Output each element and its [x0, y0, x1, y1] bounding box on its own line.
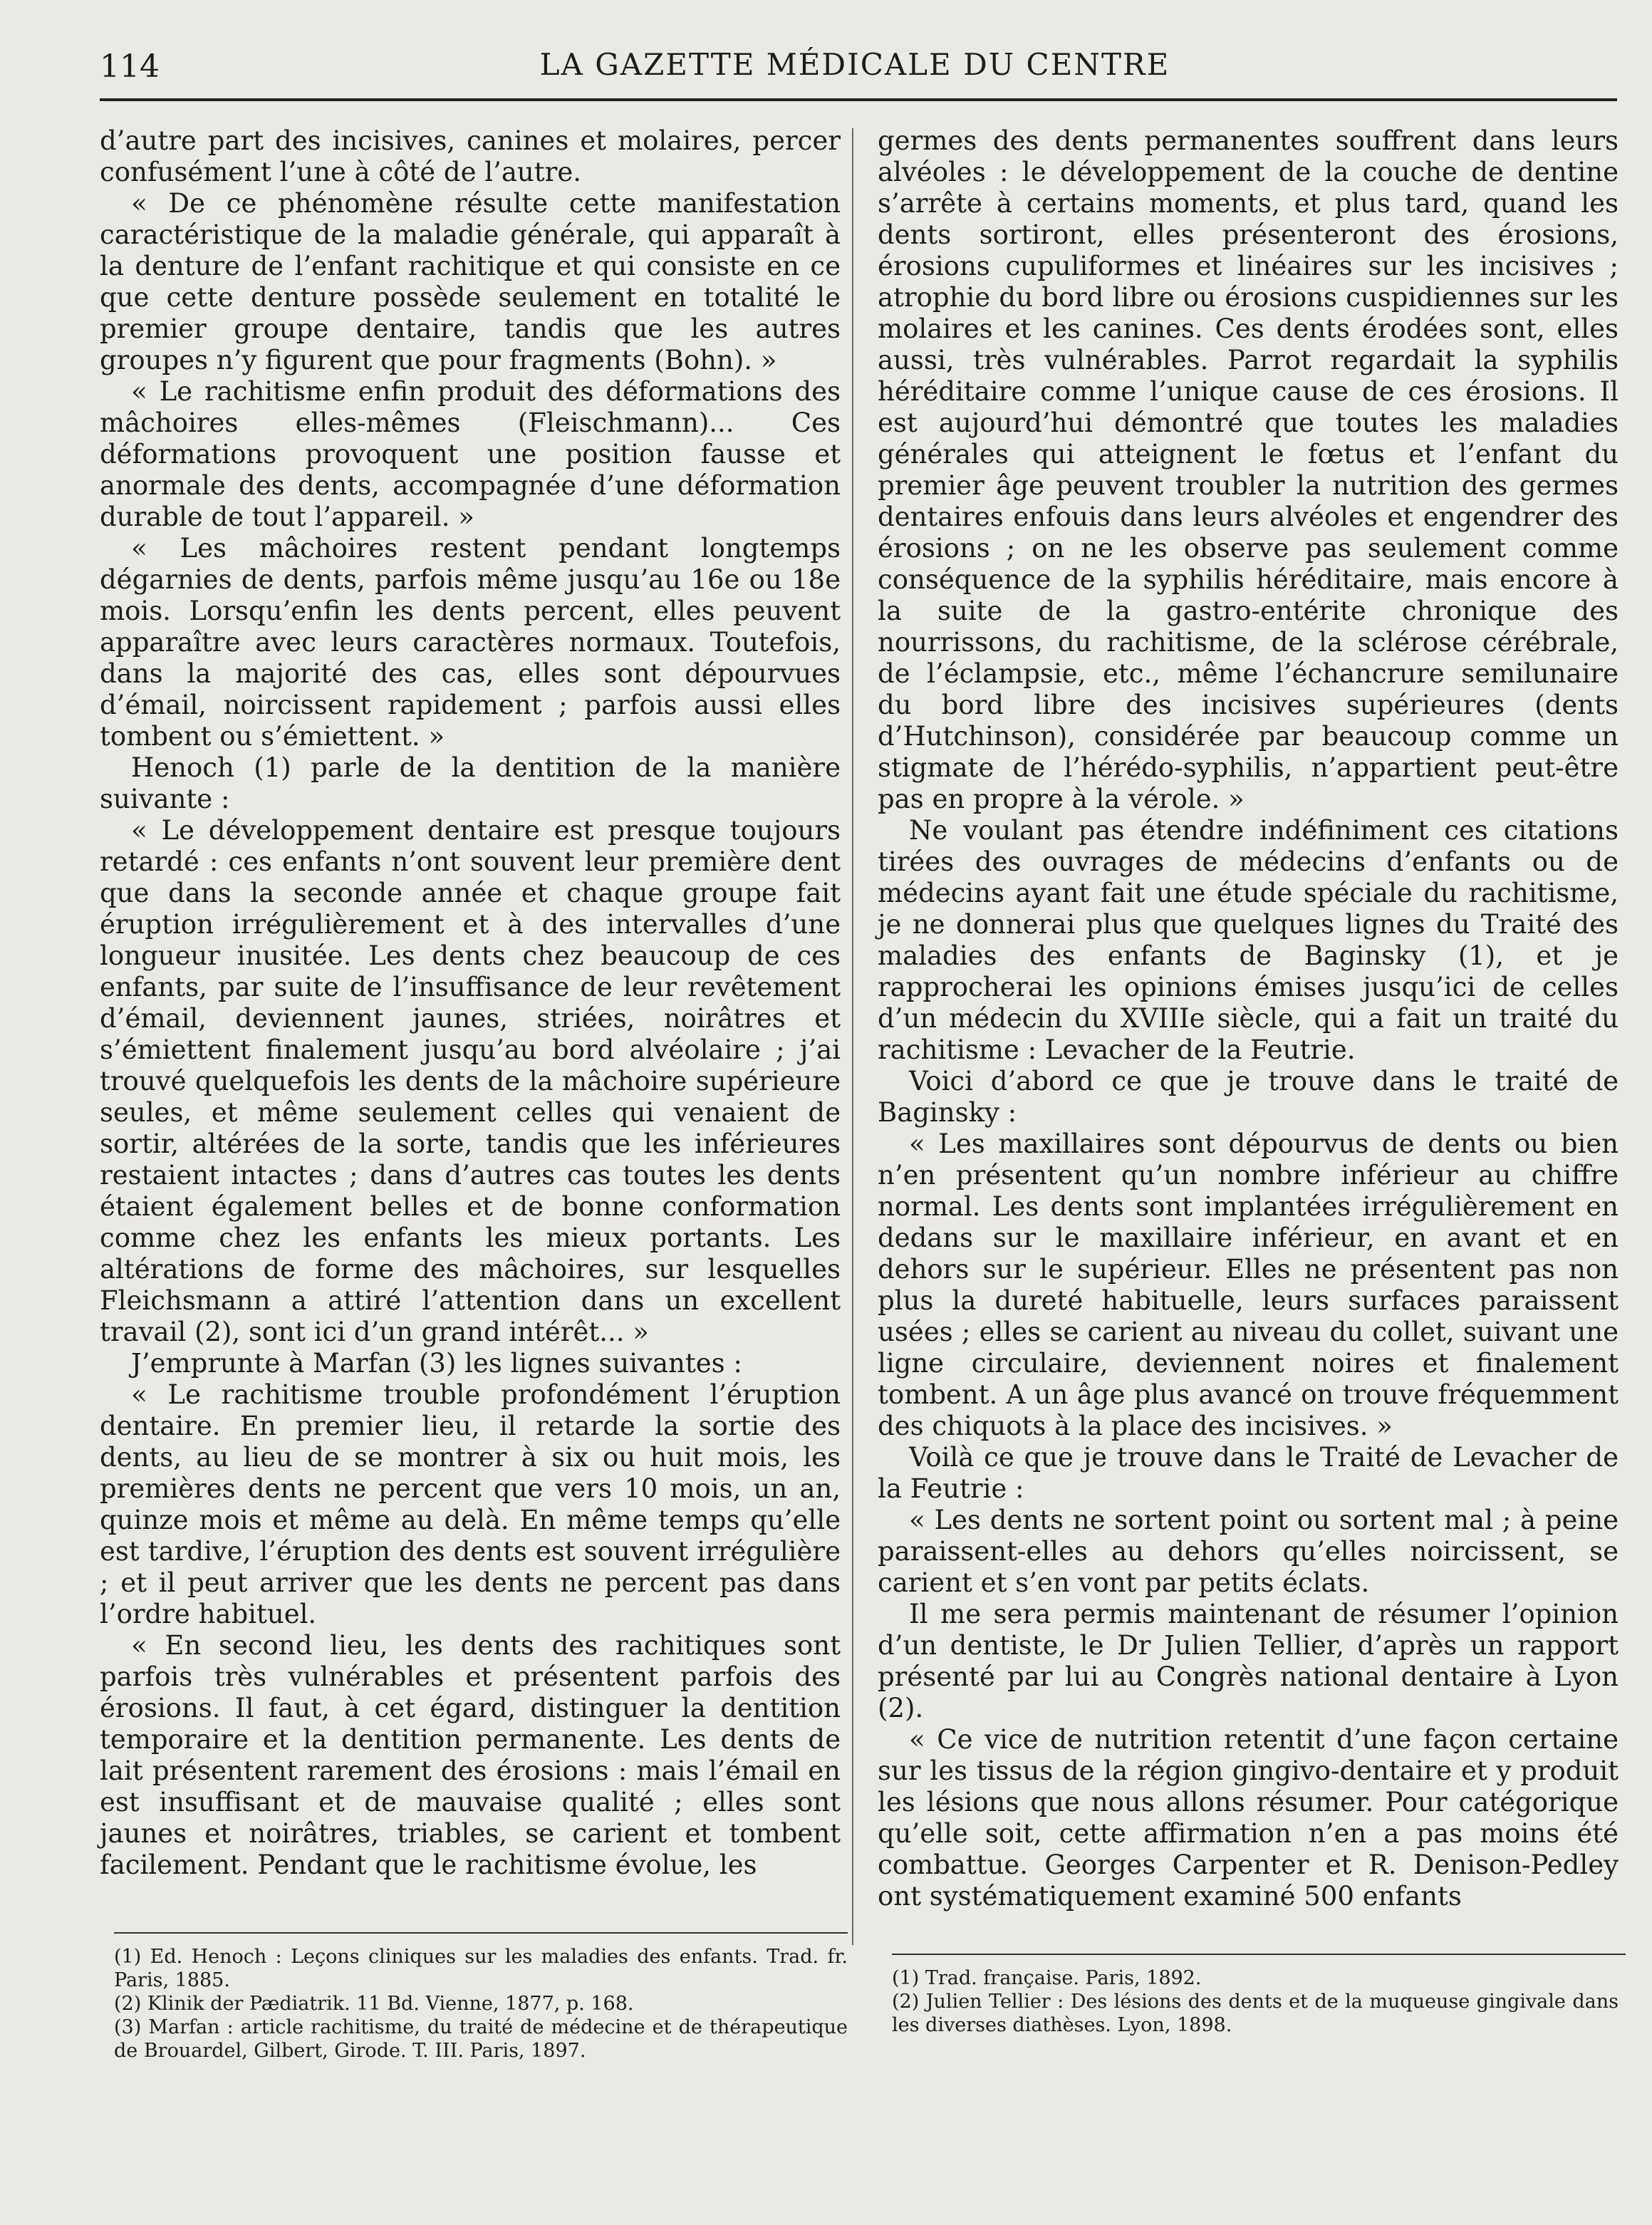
paragraph: Ne voulant pas étendre indéfiniment ces citations tirées des ouvrages de médecins d’enfants ou de médecins ayant fait une étude spéciale du rachitisme, je ne donnerai plus que quelques lignes du Traité des maladies des enfants de Baginsky (1), et je rapprocherai les opinions émises jusqu’ici de celles d’un médecin du XVIIIe siècle, qui a fait un traité du rachitisme : Levacher de la Feutrie. — [878, 815, 1619, 1065]
paragraph: « Les maxillaires sont dépourvus de dents ou bien n’en présentent qu’un nombre inférieur au chiffre normal. Les dents sont implantées irrégulièrement en dedans sur le maxillaire inférieur, en avant et en dehors sur le supérieur. Elles ne présentent pas non plus la dureté habituelle, leurs surfaces paraissent usées ; elles se carient au niveau du collet, suivant une ligne circulaire, deviennent noires et finalement tombent. A un âge plus avancé on trouve fréquemment des chiquots à la place des incisives. » — [878, 1129, 1619, 1441]
right-column — [878, 125, 1619, 1912]
paragraph: d’autre part des incisives, canines et molaires, percer confusément l’une à côté de l’autre. — [100, 125, 841, 187]
page-header — [93, 41, 1617, 91]
paragraph: « De ce phénomène résulte cette manifestation caractéristique de la maladie générale, qui apparaît à la denture de l’enfant rachitique et qui consiste en ce que cette denture possède seulement en totalité le premier groupe dentaire, tandis que les autres groupes n’y figurent que pour fragments (Bohn). » — [100, 188, 841, 375]
paragraph: « Les dents ne sortent point ou sortent mal ; à peine paraissent-elles au dehors qu’elles noircissent, se carient et s’en vont par petits éclats. — [878, 1505, 1619, 1598]
footnotes-right — [892, 1954, 1619, 2037]
paragraph: « Ce vice de nutrition retentit d’une façon certaine sur les tissus de la région gingivo-dentaire et y produit les lésions que nous allons résumer. Pour catégorique qu’elle soit, cette affirmation n’en a pas moins été combattue. Georges Carpenter et R. Denison-Pedley ont systématiquement examiné 500 enfants — [878, 1724, 1619, 1912]
header-rule — [100, 98, 1617, 101]
footnotes-left — [114, 1932, 848, 2063]
paragraph: « Le rachitisme enfin produit des déformations des mâchoires elles-mêmes (Fleischmann)... Ces déformations provoquent une position fausse et anormale des dents, accompagnée d’une déformation durable de tout l’appareil. » — [100, 376, 841, 532]
paragraph: Henoch (1) parle de la dentition de la manière suivante : — [100, 752, 841, 814]
footnote: (2) Klinik der Pædiatrik. 11 Bd. Vienne, 1877, p. 168. — [114, 1993, 634, 2015]
column-divider — [852, 128, 853, 1945]
paragraph: J’emprunte à Marfan (3) les lignes suivantes : — [131, 1348, 742, 1379]
paragraph: germes des dents permanentes souffrent dans leurs alvéoles : le développement de la couche de dentine s’arrête à certains moments, et plus tard, quand les dents sortiront, elles présenteront des érosions, érosions cupuliformes et linéaires sur les incisives ; atrophie du bord libre ou érosions cuspidiennes sur les molaires et les canines. Ces dents érodées sont, elles aussi, très vulnérables. Parrot regardait la syphilis héréditaire comme l’unique cause de ces érosions. Il est aujourd’hui démontré que toutes les maladies générales qui atteignent le fœtus et l’enfant du premier âge peuvent troubler la nutrition des germes dentaires enfouis dans leurs alvéoles et engendrer des érosions ; on ne les observe pas seulement comme conséquence de la syphilis héréditaire, mais encore à la suite de la gastro-entérite chronique des nourrissons, du rachitisme, de la sclérose cérébrale, de l’éclampsie, etc., même l’échancrure semilunaire du bord libre des incisives supérieures (dents d’Hutchinson), considérée par beaucoup comme un stigmate de l’hérédo-syphilis, n’appartient peut-être pas en propre à la vérole. » — [878, 125, 1619, 814]
paragraph: « Le développement dentaire est presque toujours retardé : ces enfants n’ont souvent leur première dent que dans la seconde année et chaque groupe fait éruption irrégulièrement et à des intervalles d’une longueur inusitée. Les dents chez beaucoup de ces enfants, par suite de l’insuffisance de leur revêtement d’émail, deviennent jaunes, striées, noirâtres et s’émiettent finalement jusqu’au bord alvéolaire ; j’ai trouvé quelquefois les dents de la mâchoire supérieure seules, et même seulement celles qui venaient de sortir, altérées de la sorte, tandis que les inférieures restaient intactes ; dans d’autres cas toutes les dents étaient également belles et de bonne conformation comme chez les enfants les mieux portants. Les altérations de forme des mâchoires, sur lesquelles Fleichsmann a attiré l’attention dans un excellent travail (2), sont ici d’un grand intérêt... » — [100, 815, 841, 1347]
paragraph: « Le rachitisme trouble profondément l’éruption dentaire. En premier lieu, il retarde la sortie des dents, au lieu de se montrer à six ou huit mois, les premières dents ne percent que vers 10 mois, un an, quinze mois et même au delà. En même temps qu’elle est tardive, l’éruption des dents est souvent irrégulière ; et il peut arriver que les dents ne percent pas dans l’ordre habituel. — [100, 1379, 841, 1629]
paragraph: Voici d’abord ce que je trouve dans le traité de Baginsky : — [878, 1066, 1619, 1128]
left-column — [100, 125, 841, 1881]
paragraph: Voilà ce que je trouve dans le Traité de Levacher de la Feutrie : — [878, 1442, 1619, 1504]
footnote: (2) Julien Tellier : Des lésions des dents et de la muqueuse gingivale dans les diverses diathèses. Lyon, 1898. — [892, 1991, 1619, 2036]
footnote: (1) Ed. Henoch : Leçons cliniques sur les maladies des enfants. Trad. fr. Paris, 1885. — [114, 1946, 848, 1991]
footnote: (1) Trad. française. Paris, 1892. — [892, 1967, 1202, 1989]
running-title: LA GAZETTE MÉDICALE DU CENTRE — [539, 47, 1170, 82]
footnote: (3) Marfan : article rachitisme, du traité de médecine et de thérapeutique de Brouardel, Gilbert, Girode. T. III. Paris, 1897. — [114, 2016, 848, 2062]
page-number: 114 — [100, 48, 160, 85]
paragraph: « En second lieu, les dents des rachitiques sont parfois très vulnérables et présentent parfois des érosions. Il faut, à cet égard, distinguer la dentition temporaire et la dentition permanente. Les dents de lait présentent rarement des érosions : mais l’émail en est insuffisant et de mauvaise qualité ; elles sont jaunes et noirâtres, triables, se carient et tombent facilement. Pendant que le rachitisme évolue, les — [100, 1630, 841, 1880]
paragraph: Il me sera permis maintenant de résumer l’opinion d’un dentiste, le Dr Julien Tellier, d’après un rapport présenté par lui au Congrès national dentaire à Lyon (2). — [878, 1599, 1619, 1723]
paragraph: « Les mâchoires restent pendant longtemps dégarnies de dents, parfois même jusqu’au 16e ou 18e mois. Lorsqu’enfin les dents percent, elles peuvent apparaître avec leurs caractères normaux. Toutefois, dans la majorité des cas, elles sont dépourvues d’émail, noircissent rapidement ; parfois aussi elles tombent ou s’émiettent. » — [100, 533, 841, 752]
